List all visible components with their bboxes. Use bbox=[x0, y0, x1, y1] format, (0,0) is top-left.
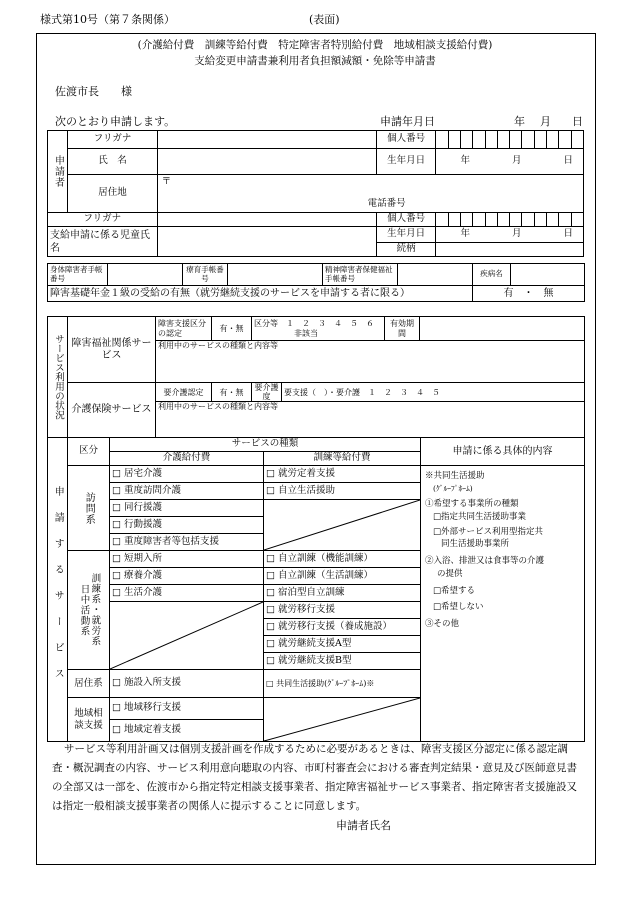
child-kojin-label: 個人番号 bbox=[376, 213, 435, 227]
digit-box[interactable] bbox=[460, 131, 472, 149]
detail-header: 申請に係る具体的内容 bbox=[421, 438, 585, 466]
svc-keizoku-b[interactable] bbox=[264, 653, 421, 670]
phone-label: 電話番号 bbox=[367, 198, 406, 209]
svc-label: 自立生活援助 bbox=[278, 484, 336, 496]
form-number: 様式第10号（第７条関係） bbox=[40, 13, 175, 26]
svc-keizoku-a[interactable] bbox=[264, 636, 421, 653]
shintai-label: 身体障害者手帳番号 bbox=[48, 264, 108, 286]
digit-box[interactable] bbox=[448, 131, 460, 149]
form-title-line2: 支給変更申請書兼利用者負担額減額・免除等申請書 bbox=[194, 55, 436, 67]
checkbox-icon[interactable]: □ bbox=[266, 484, 275, 496]
digit-box[interactable] bbox=[534, 131, 546, 149]
child-furigana-field[interactable] bbox=[157, 213, 376, 227]
svc-label: 同行援護 bbox=[124, 501, 163, 513]
checkbox-icon[interactable]: □ bbox=[266, 678, 274, 688]
checkbox-icon[interactable]: □ bbox=[266, 586, 275, 598]
detail-note-sub: (ｸﾞﾙｰﾌﾟﾎｰﾑ) bbox=[433, 483, 473, 493]
checkbox-icon[interactable]: □ bbox=[112, 569, 121, 581]
diagonal-line bbox=[264, 500, 420, 550]
digit-box[interactable] bbox=[436, 131, 448, 149]
digit-box[interactable] bbox=[510, 131, 522, 149]
kubun-header: 区分 bbox=[68, 438, 110, 466]
svc-group-home[interactable] bbox=[264, 670, 421, 698]
empty-cell bbox=[264, 698, 421, 742]
svc-label: 居宅介護 bbox=[124, 467, 163, 479]
detail-content bbox=[421, 466, 585, 742]
kaigo-header: 介護給付費 bbox=[110, 452, 264, 466]
types-header: サービスの種類 bbox=[110, 438, 421, 452]
child-relation-label: 続柄 bbox=[376, 243, 435, 257]
checkbox-icon[interactable]: □ bbox=[266, 603, 275, 615]
seishin-label: 精神障害者保健福祉手帳番号 bbox=[323, 264, 398, 286]
svc-label: 地域定着支援 bbox=[124, 724, 182, 736]
svc-label: 自立訓練（生活訓練） bbox=[278, 569, 374, 581]
digit-box[interactable] bbox=[522, 131, 534, 149]
pension-options[interactable]: 有 ・ 無 bbox=[473, 286, 585, 302]
addressee: 佐渡市長 様 bbox=[55, 85, 132, 98]
applicant-furigana-label: フリガナ bbox=[68, 131, 157, 149]
svc-label: 行動援護 bbox=[124, 518, 163, 530]
apply-date-day: 日 bbox=[572, 115, 583, 128]
checkbox-icon[interactable]: □ bbox=[112, 535, 121, 547]
cat-nichu-label: 日中活動系 bbox=[78, 583, 90, 637]
svc-shisetsu[interactable] bbox=[110, 670, 264, 698]
digit-box[interactable] bbox=[547, 131, 559, 149]
svc-label: 就労継続支援A型 bbox=[278, 637, 352, 649]
kunren-header: 訓練等給付費 bbox=[264, 452, 421, 466]
applicant-kojin-label: 個人番号 bbox=[376, 131, 435, 149]
kubun-label: 障害支援区分の認定 bbox=[156, 317, 212, 341]
applicant-table bbox=[47, 130, 584, 257]
intro-text: 次のとおり申請します。 bbox=[55, 115, 176, 128]
disease-field[interactable] bbox=[511, 264, 585, 286]
birth-day: 日 bbox=[563, 228, 573, 240]
checkbox-icon[interactable]: □ bbox=[266, 552, 275, 564]
svc-label: 重度訪問介護 bbox=[124, 484, 182, 496]
svc-chiiki-iko[interactable] bbox=[110, 698, 264, 720]
applicant-name-field[interactable] bbox=[157, 149, 376, 175]
svc-label: 重度障害者等包括支援 bbox=[124, 535, 220, 547]
pension-question: 障害基礎年金１級の受給の有無（就労継続支援のサービスを申請する者に限る） bbox=[48, 286, 473, 302]
digit-box[interactable] bbox=[534, 213, 546, 227]
checkbox-icon[interactable]: □ bbox=[112, 467, 121, 479]
svc-shuro-teichaku[interactable] bbox=[264, 466, 421, 483]
welfare-label: 障害福祉関係サービス bbox=[68, 317, 156, 383]
empty-cell bbox=[264, 500, 421, 551]
checkbox-icon[interactable]: □ bbox=[266, 620, 275, 632]
birth-month: 月 bbox=[511, 155, 522, 167]
checkbox-icon[interactable]: □ bbox=[112, 702, 121, 714]
applicant-birth-field[interactable] bbox=[436, 149, 584, 175]
svc-label: 就労継続支援B型 bbox=[278, 654, 352, 666]
checkbox-icon[interactable]: □ bbox=[112, 501, 121, 513]
digit-box[interactable] bbox=[473, 131, 485, 149]
care-degree-label: 要介護度 bbox=[252, 383, 282, 402]
empty-cell bbox=[110, 602, 264, 670]
svc-kino-kunren[interactable] bbox=[264, 551, 421, 568]
cat-chiiki: 地域相談支援 bbox=[68, 698, 110, 742]
applicant-address-label: 居住地 bbox=[68, 175, 157, 213]
child-name-field[interactable] bbox=[157, 227, 376, 257]
checkbox-icon[interactable]: □ bbox=[112, 518, 121, 530]
birth-day: 日 bbox=[563, 155, 573, 167]
child-relation-field[interactable] bbox=[436, 243, 584, 257]
digit-box[interactable] bbox=[497, 131, 509, 149]
diagonal-line bbox=[264, 698, 420, 741]
ryoiku-field[interactable] bbox=[228, 264, 323, 286]
detail-q1-b-cont: 同生活援助事業所 bbox=[441, 539, 510, 550]
apply-date-month: 月 bbox=[540, 115, 551, 128]
front-side-label: (表面) bbox=[309, 13, 340, 26]
applicant-address-field[interactable] bbox=[157, 175, 583, 213]
svc-kodo[interactable] bbox=[110, 517, 264, 534]
shintai-field[interactable] bbox=[108, 264, 183, 286]
cat-kyoju: 居住系 bbox=[68, 670, 110, 698]
detail-q1: ①希望する事業所の種類 bbox=[425, 499, 519, 509]
disease-label: 疾病名 bbox=[473, 264, 511, 286]
seishin-field[interactable] bbox=[398, 264, 473, 286]
detail-q3: ③その他 bbox=[425, 619, 460, 629]
child-furigana-label: フリガナ bbox=[48, 213, 158, 227]
care-cert-label: 要介護認定 bbox=[156, 383, 212, 402]
checkbox-icon[interactable]: □ bbox=[266, 654, 275, 666]
svc-hokatsu[interactable] bbox=[110, 534, 264, 551]
digit-box[interactable] bbox=[497, 213, 509, 227]
birth-year: 年 bbox=[460, 155, 470, 167]
svc-label: 就労移行支援 bbox=[278, 603, 336, 615]
yuko-field[interactable] bbox=[420, 317, 585, 341]
kubun-grade-text: 区分等 １ ２ ３ ４ ５ ６ bbox=[254, 319, 374, 329]
birth-month: 月 bbox=[511, 228, 522, 240]
svc-chiiki-teichaku[interactable] bbox=[110, 720, 264, 742]
digit-box[interactable] bbox=[436, 213, 448, 227]
kubun-grade[interactable] bbox=[252, 317, 385, 341]
signature-label: 申請者氏名 bbox=[336, 819, 391, 832]
detail-q1-b[interactable]: □外部サービス利用型指定共 bbox=[433, 526, 544, 537]
detail-q2-b[interactable]: □希望しない bbox=[433, 602, 484, 613]
postal-mark: 〒 bbox=[161, 176, 172, 187]
checkbox-icon[interactable]: □ bbox=[266, 569, 275, 581]
request-section-label: 申請するサービス bbox=[48, 438, 68, 742]
digit-box[interactable] bbox=[473, 213, 485, 227]
detail-q2-cont: の提供 bbox=[437, 568, 463, 579]
child-birth-label: 生年月日 bbox=[376, 227, 435, 243]
consent-text: サービス等利用計画又は個別支援計画を作成するために必要があるときは、障害支援区分認定に係る認定調査・概況調査の内容、サービス利用意向聴取の内容、市町村審査会における審査判定結果・意見及び医師意見書の全部又は一部を、佐渡市から指定特定相談支援事業者、指定障害福祉サービス事業者、指定障害者支援施設又は指定一般相談支援事業者の関係人に提示することに同意します。 bbox=[52, 743, 577, 812]
apply-date-label: 申請年月日 bbox=[380, 115, 435, 128]
svc-label: 自立訓練（機能訓練） bbox=[278, 552, 374, 564]
cat-kunren-label: 訓練系・就労系 bbox=[89, 573, 101, 647]
checkbox-icon[interactable]: □ bbox=[112, 552, 121, 564]
applicant-name-label: 氏 名 bbox=[68, 149, 157, 175]
ryoiku-label: 療育手帳番号 bbox=[183, 264, 228, 286]
svc-doko[interactable] bbox=[110, 500, 264, 517]
svc-tanki[interactable] bbox=[110, 551, 264, 568]
child-birth-field[interactable] bbox=[436, 227, 584, 243]
digit-box[interactable] bbox=[510, 213, 522, 227]
svc-label: 施設入所支援 bbox=[124, 677, 182, 689]
svc-seikatsu-kaigo[interactable] bbox=[110, 585, 264, 602]
kubun-umu[interactable]: 有・無 bbox=[212, 317, 252, 341]
digit-box[interactable] bbox=[547, 213, 559, 227]
checkbox-icon[interactable]: □ bbox=[112, 586, 121, 598]
digit-box[interactable] bbox=[559, 213, 571, 227]
svc-label: 療養介護 bbox=[124, 569, 163, 581]
digit-box[interactable] bbox=[522, 213, 534, 227]
svc-shuro-iko-yosei[interactable] bbox=[264, 619, 421, 636]
child-name-label bbox=[48, 227, 158, 257]
digit-box[interactable] bbox=[460, 213, 472, 227]
care-label: 介護保険サービス bbox=[68, 383, 156, 438]
svc-label: 短期入所 bbox=[124, 552, 163, 564]
digit-box[interactable] bbox=[448, 213, 460, 227]
checkbox-icon[interactable]: □ bbox=[112, 724, 121, 736]
svc-label: 共同生活援助(ｸﾞﾙｰﾌﾟﾎｰﾑ)※ bbox=[276, 678, 375, 688]
service-status-table bbox=[47, 316, 585, 438]
form-title-line1: (介護給付費 訓練等給付費 特定障害者特別給付費 地域相談支援給付費) bbox=[137, 39, 493, 51]
welfare-content[interactable]: 利用中のサービスの種類と内容等 bbox=[156, 341, 585, 383]
detail-q2: ②入浴、排泄又は食事等の介護 bbox=[425, 556, 545, 566]
svc-jiritsu-seikatsu[interactable] bbox=[264, 483, 421, 500]
status-section-label: サービス利用の状況 bbox=[48, 317, 68, 438]
cat-homon: 訪問系 bbox=[68, 466, 110, 551]
request-table bbox=[47, 437, 585, 742]
detail-note: ※共同生活援助 bbox=[425, 471, 485, 481]
cat-nichu bbox=[68, 551, 110, 670]
yuko-label: 有効期間 bbox=[385, 317, 420, 341]
digit-box[interactable] bbox=[571, 213, 583, 227]
diagonal-line bbox=[110, 602, 263, 669]
svc-shuro-iko[interactable] bbox=[264, 602, 421, 619]
detail-q1-a[interactable]: □指定共同生活援助事業 bbox=[433, 511, 527, 522]
svc-label: 就労定着支援 bbox=[278, 467, 336, 479]
svc-seikatsu-kunren[interactable] bbox=[264, 568, 421, 585]
applicant-furigana-field[interactable] bbox=[157, 131, 376, 149]
svc-ryoyo[interactable] bbox=[110, 568, 264, 585]
svc-label: 生活介護 bbox=[124, 586, 163, 598]
svc-label: 宿泊型自立訓練 bbox=[278, 586, 345, 598]
svc-shukuhaku[interactable] bbox=[264, 585, 421, 602]
digit-box[interactable] bbox=[571, 131, 583, 149]
applicant-section-label: 申請者 bbox=[48, 131, 68, 213]
checkbox-icon[interactable]: □ bbox=[112, 484, 121, 496]
care-content[interactable]: 利用中のサービスの種類と内容等 bbox=[156, 402, 585, 438]
detail-q2-a[interactable]: □希望する bbox=[433, 585, 476, 596]
svc-label: 地域移行支援 bbox=[124, 702, 182, 714]
svc-kyotaku[interactable] bbox=[110, 466, 264, 483]
svc-jyudo-homon[interactable] bbox=[110, 483, 264, 500]
checkbox-icon[interactable]: □ bbox=[266, 467, 275, 479]
apply-date-year: 年 bbox=[514, 115, 525, 128]
checkbox-icon[interactable]: □ bbox=[266, 637, 275, 649]
svc-label: 就労移行支援（養成施設） bbox=[278, 620, 393, 632]
care-umu[interactable]: 有・無 bbox=[212, 383, 252, 402]
digit-box[interactable] bbox=[559, 131, 571, 149]
handbook-table bbox=[47, 263, 585, 302]
hi-gaito-text: 非該当 bbox=[294, 328, 318, 338]
digit-box[interactable] bbox=[485, 213, 497, 227]
digit-box[interactable] bbox=[485, 131, 497, 149]
checkbox-icon[interactable]: □ bbox=[112, 677, 121, 689]
birth-year: 年 bbox=[460, 228, 470, 240]
applicant-birth-label: 生年月日 bbox=[376, 149, 435, 175]
child-label-text: 支給申請に係る児童氏名 bbox=[50, 229, 150, 254]
care-levels[interactable]: 要支援（ ）・要介護 １ ２ ３ ４ ５ bbox=[282, 383, 585, 402]
